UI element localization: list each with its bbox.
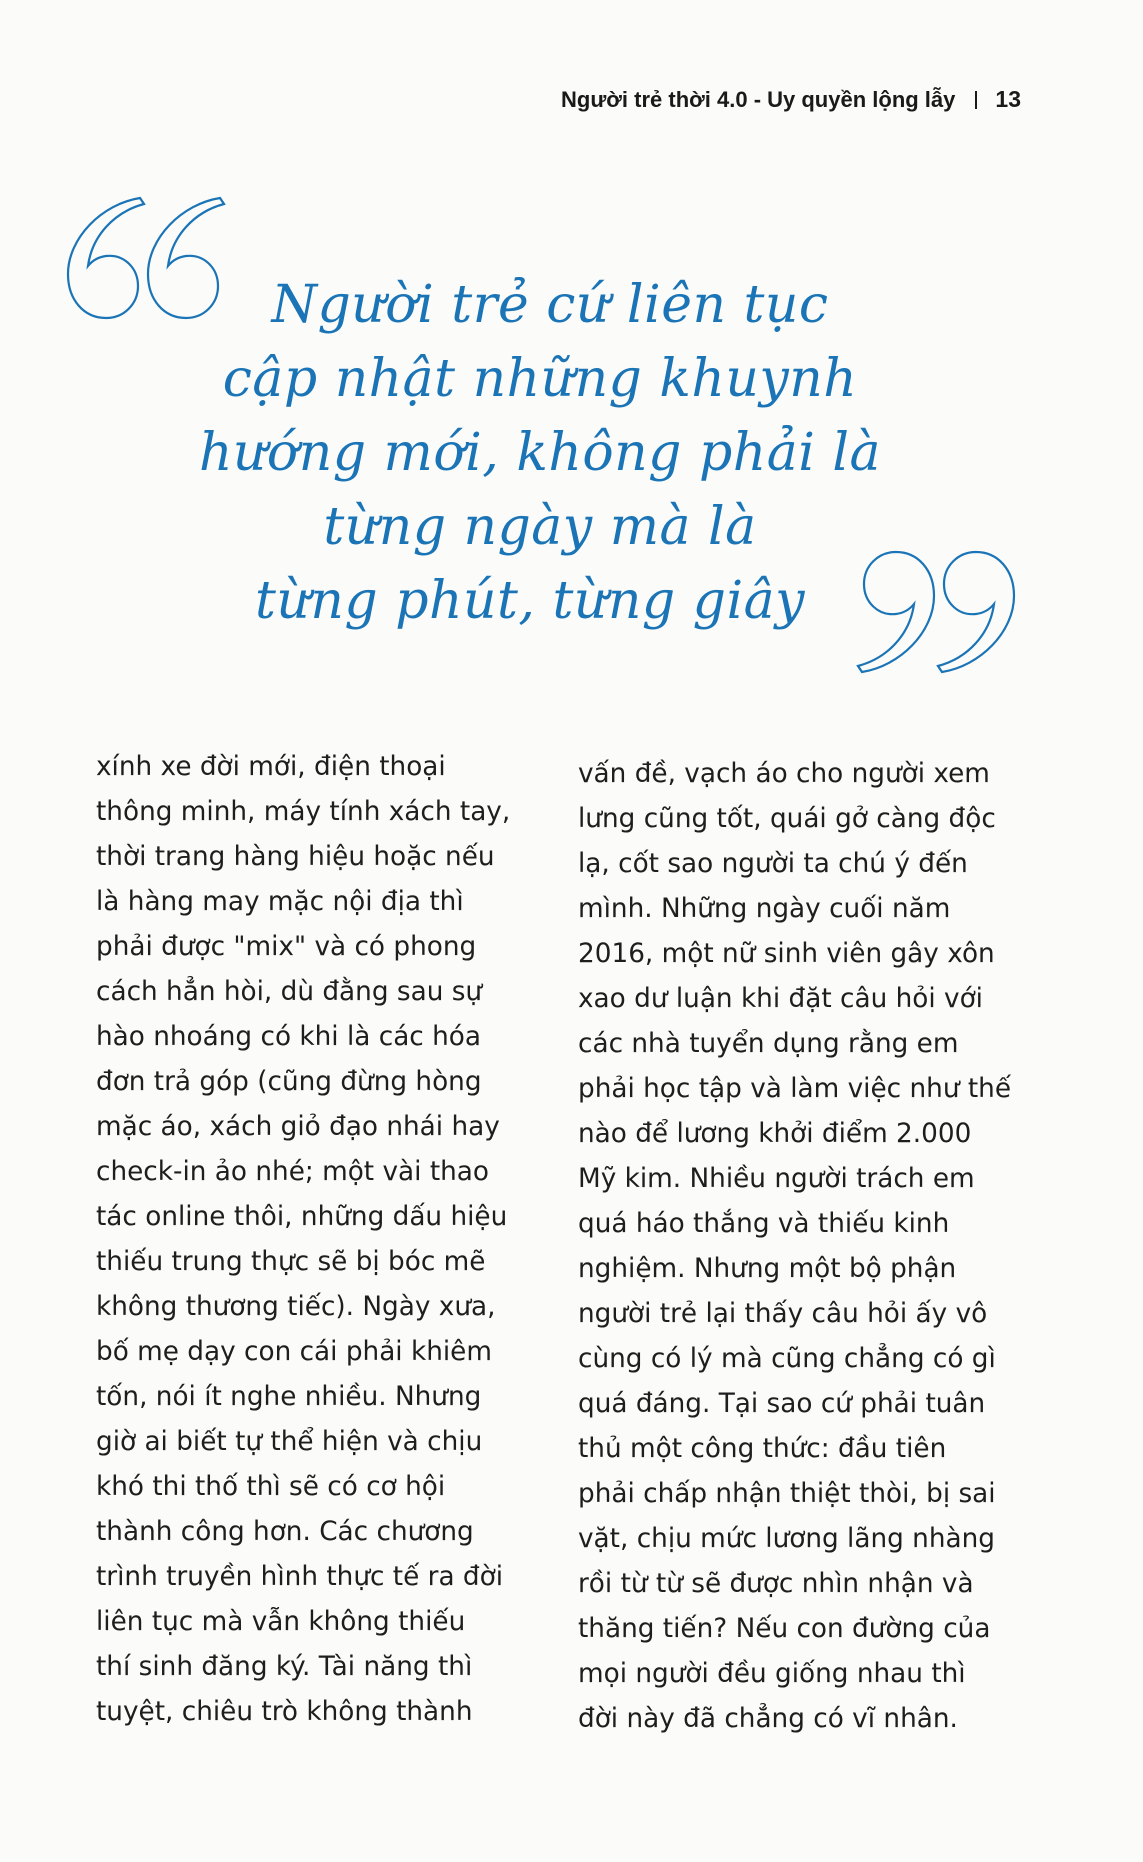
body-line: bố mẹ dạy con cái phải khiêm	[96, 1337, 492, 1367]
body-line: nghiệm. Nhưng một bộ phận	[578, 1254, 957, 1284]
body-line: khó thi thố thì sẽ có cơ hội	[96, 1472, 446, 1502]
body-line: thiếu trung thực sẽ bị bóc mẽ	[96, 1247, 486, 1277]
body-line: cách hẳn hòi, dù đằng sau sự	[96, 977, 483, 1007]
body-line: tác online thôi, những dấu hiệu	[96, 1202, 508, 1232]
body-line: không thương tiếc). Ngày xưa,	[96, 1292, 496, 1322]
body-line: quá háo thắng và thiếu kinh	[578, 1209, 950, 1239]
pull-quote-line: Người trẻ cứ liên tục	[271, 275, 829, 335]
body-line: xao dư luận khi đặt câu hỏi với	[578, 984, 983, 1014]
body-line: thành công hơn. Các chương	[96, 1517, 474, 1547]
body-line: vặt, chịu mức lương lãng nhàng	[578, 1524, 995, 1554]
body-line: lạ, cốt sao người ta chú ý đến	[578, 849, 968, 879]
body-line: thời trang hàng hiệu hoặc nếu	[96, 842, 495, 872]
body-line: là hàng may mặc nội địa thì	[96, 887, 464, 917]
body-line: giờ ai biết tự thể hiện và chịu	[96, 1427, 483, 1457]
page-number: 13	[995, 86, 1021, 112]
body-line: mình. Những ngày cuối năm	[578, 894, 951, 924]
body-line: đơn trả góp (cũng đừng hòng	[96, 1067, 482, 1097]
body-line: thí sinh đăng ký. Tài năng thì	[96, 1652, 473, 1682]
body-line: vấn đề, vạch áo cho người xem	[578, 759, 990, 789]
body-line: người trẻ lại thấy câu hỏi ấy vô	[578, 1299, 988, 1329]
body-line: mặc áo, xách giỏ đạo nhái hay	[96, 1112, 500, 1142]
body-line: 2016, một nữ sinh viên gây xôn	[578, 939, 995, 969]
body-line: mọi người đều giống nhau thì	[578, 1659, 966, 1689]
pull-quote-line: từng phút, từng giây	[255, 571, 805, 631]
pull-quote-line: từng ngày mà là	[323, 497, 757, 557]
pull-quote	[170, 268, 910, 638]
body-line: tốn, nói ít nghe nhiều. Nhưng	[96, 1382, 482, 1412]
body-line: phải được "mix" và có phong	[96, 932, 477, 962]
header-divider	[975, 91, 977, 109]
body-line: đời này đã chẳng có vĩ nhân.	[578, 1704, 958, 1734]
body-line: liên tục mà vẫn không thiếu	[96, 1607, 466, 1637]
pull-quote-line: hướng mới, không phải là	[198, 423, 882, 483]
running-header	[561, 86, 1021, 113]
body-line: rồi từ từ sẽ được nhìn nhận và	[578, 1569, 974, 1599]
body-column-right	[578, 752, 1018, 1742]
body-line: thủ một công thức: đầu tiên	[578, 1434, 947, 1464]
body-line: nào để lương khởi điểm 2.000	[578, 1119, 972, 1149]
close-quote-icon	[820, 540, 1020, 680]
body-line: tuyệt, chiêu trò không thành	[96, 1697, 473, 1727]
running-title: Người trẻ thời 4.0 - Uy quyền lộng lẫy	[561, 86, 956, 112]
body-line: Mỹ kim. Nhiều người trách em	[578, 1164, 975, 1194]
body-line: thông minh, máy tính xách tay,	[96, 797, 511, 827]
body-line: trình truyền hình thực tế ra đời	[96, 1562, 504, 1592]
body-line: cùng có lý mà cũng chẳng có gì	[578, 1344, 996, 1374]
body-line: xính xe đời mới, điện thoại	[96, 752, 446, 782]
body-line: thăng tiến? Nếu con đường của	[578, 1614, 991, 1644]
body-column-left	[96, 745, 536, 1735]
pull-quote-line: cập nhật những khuynh	[222, 349, 858, 409]
body-line: các nhà tuyển dụng rằng em	[578, 1029, 959, 1059]
body-line: phải chấp nhận thiệt thòi, bị sai	[578, 1479, 996, 1509]
body-line: hào nhoáng có khi là các hóa	[96, 1022, 481, 1052]
body-line: quá đáng. Tại sao cứ phải tuân	[578, 1389, 986, 1419]
body-line: check-in ảo nhé; một vài thao	[96, 1157, 490, 1187]
body-line: lưng cũng tốt, quái gở càng độc	[578, 804, 996, 834]
body-line: phải học tập và làm việc như thế	[578, 1074, 1011, 1104]
